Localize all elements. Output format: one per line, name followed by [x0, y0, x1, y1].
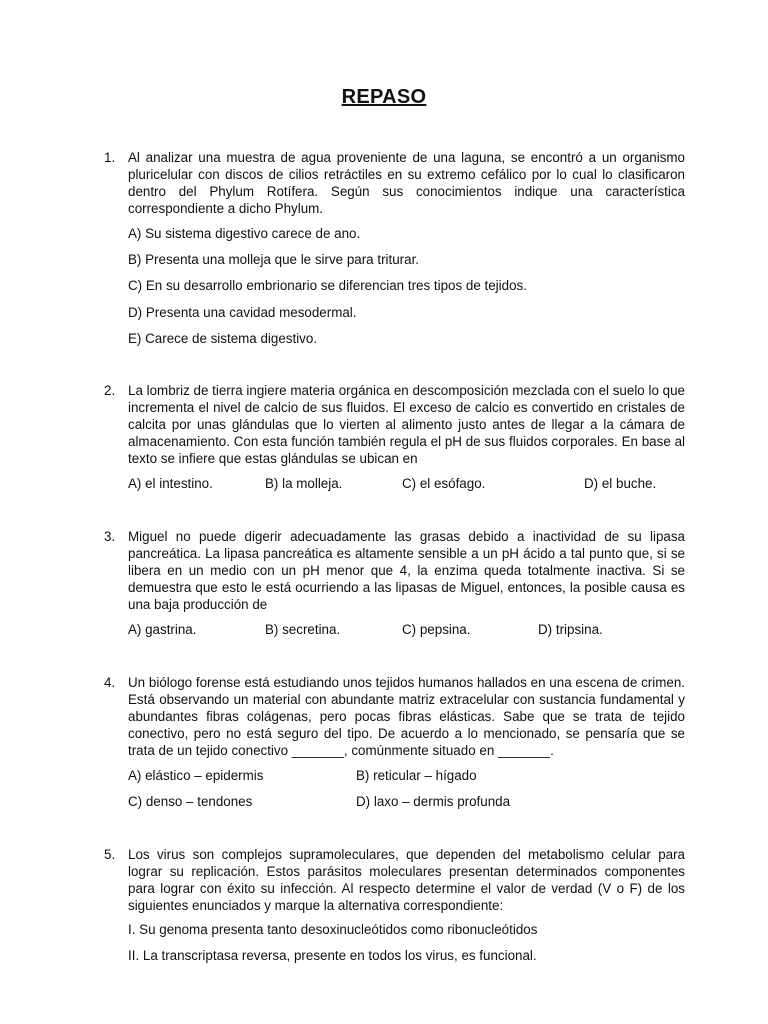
page-title: REPASO: [341, 86, 427, 108]
option-c: C) pepsina.: [402, 622, 471, 637]
option-a: A) gastrina.: [128, 622, 197, 637]
option-d: D) el buche.: [584, 476, 657, 491]
option-b: B) reticular – hígado: [356, 768, 477, 783]
option-a: A) elástico – epidermis: [128, 768, 264, 783]
option-d: D) laxo – dermis profunda: [356, 794, 511, 809]
option-c: C) el esófago.: [402, 476, 486, 491]
option-c: C) denso – tendones: [128, 794, 253, 809]
question-number: 4.: [104, 675, 116, 690]
statement-i: I. Su genoma presenta tanto desoxinucleótidos como ribonucleótidos: [128, 922, 538, 937]
question-text: Un biólogo forense está estudiando unos tejidos humanos hallados en una escena de crimen. Está observando un material con abundante matriz extracelular con sustancia fundamental y abundantes fibras colágenas, pero pocas fibras elásticas. Sabe que se trata de tejido conectivo, pero no está seguro del tipo. De acuerdo a lo mencionado, se pensaría que se trata de un tejido conectivo _______, comúnmente situado en _______.: [128, 675, 685, 758]
option-a: A) el intestino.: [128, 476, 213, 491]
question-number: 3.: [104, 529, 116, 544]
question-text: Miguel no puede digerir adecuadamente las grasas debido a inactividad de su lipasa pancreática. La lipasa pancreática es altamente sensible a un pH ácido a tal punto que, si se libera en un medio con un pH menor que 4, la enzima queda totalmente inactiva. Si se demuestra que esto le está ocurriendo a las lipasas de Miguel, entonces, la posible causa es una baja producción de: [128, 529, 685, 612]
question-text: Los virus son complejos supramoleculares, que dependen del metabolismo celular para lograr su replicación. Estos parásitos moleculares presentan determinados componentes para lograr con éxito su infección. Al respecto determine el valor de verdad (V o F) de los siguientes enunciados y marque la alternativa correspondiente:: [128, 847, 685, 913]
question-text: La lombriz de tierra ingiere materia orgánica en descomposición mezclada con el suelo lo que incrementa el nivel de calcio de sus fluidos. El exceso de calcio es convertido en cristales de calcita por unas glándulas que lo vierten al alimento justo antes de llegar a la cámara de almacenamiento. Con esta función también regula el pH de sus fluidos corporales. En base al texto se infiere que estas glándulas se ubican en: [128, 383, 685, 466]
question-number: 5.: [104, 847, 116, 862]
option-a: A) Su sistema digestivo carece de ano.: [128, 226, 361, 241]
question-number: 1.: [104, 150, 116, 165]
option-b: B) Presenta una molleja que le sirve para triturar.: [128, 252, 420, 267]
statement-ii: II. La transcriptasa reversa, presente en todos los virus, es funcional.: [128, 948, 537, 963]
question-text: Al analizar una muestra de agua proveniente de una laguna, se encontró a un organismo pluricelular con discos de cilios retráctiles en su extremo cefálico por lo cual lo clasificaron dentro del Phylum Rotífera. Según sus conocimientos indique una característica correspondiente a dicho Phylum.: [128, 150, 685, 216]
option-e: E) Carece de sistema digestivo.: [128, 331, 318, 346]
option-b: B) la molleja.: [265, 476, 343, 491]
option-c: C) En su desarrollo embrionario se diferencian tres tipos de tejidos.: [128, 278, 527, 293]
option-d: D) Presenta una cavidad mesodermal.: [128, 305, 357, 320]
question-number: 2.: [104, 383, 116, 398]
option-b: B) secretina.: [265, 622, 341, 637]
option-d: D) tripsina.: [538, 622, 603, 637]
